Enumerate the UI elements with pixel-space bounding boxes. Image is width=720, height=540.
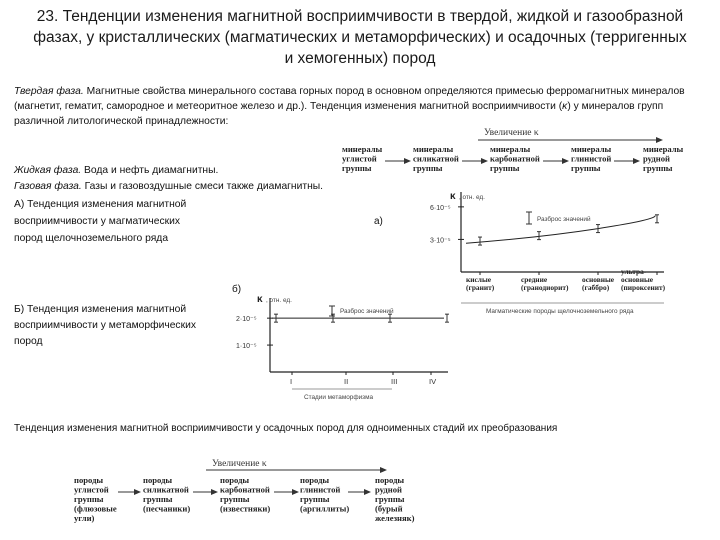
kappa-symbol: κ <box>562 101 568 112</box>
page-title: 23. Тенденции изменения магнитной восприимчивости в твердой, жидкой и газообразной фазах, у кристаллических (магматических и метаморфических) и осадочных (терригенных и хемогенных) пород <box>33 8 687 67</box>
gas-phase-label: Газовая фаза. <box>14 181 82 192</box>
chart-a-y-label: , отн. ед. <box>459 194 485 201</box>
chart-b-category-3: III <box>391 377 398 386</box>
chart-b-legend-label: Разброс значений <box>340 308 394 315</box>
chart-a-category-2-line-1: средние <box>521 275 548 284</box>
solid-phase-text-end: ) у минералов групп различной литологической принадлежности: <box>14 101 664 127</box>
gas-phase-text: Газы и газовоздушные смеси также диамагнитны. <box>81 181 324 192</box>
liquid-phase-text: Вода и нефть диамагнитны. <box>81 165 219 176</box>
top-chain-box-3-line-3: группы <box>490 163 520 173</box>
chart-a <box>430 191 666 315</box>
top-chain-box-3-line-1: минералы <box>490 144 531 154</box>
bottom-chain-box-3-line-1: породы <box>220 475 250 485</box>
top-chain-box-5-line-1: минералы <box>643 144 684 154</box>
top-chain-box-3-line-2: карбонатной <box>490 153 540 164</box>
bottom-chain-box-5-line-3: группы <box>375 494 405 504</box>
chart-a-ytick-1: 6·10⁻⁵ <box>430 204 451 212</box>
liquid-phase-label: Жидкая фаза. <box>14 165 82 176</box>
bottom-chain-box-5-line-5: железняк) <box>375 513 415 523</box>
top-chain-box-4-line-3: группы <box>571 163 601 173</box>
bottom-chain-box-2-line-2: силикатной <box>143 484 189 495</box>
chart-a-xlabel: Магматические породы щелочноземельного ряда <box>486 308 634 315</box>
bottom-chain-boxes <box>74 475 415 523</box>
bottom-chain-box-1-line-5: угли) <box>74 513 95 523</box>
section-a-marker: а) <box>374 216 383 227</box>
section-b-line1: Б) Тенденция изменения магнитной <box>14 304 187 315</box>
chart-b-xlabel: Стадии метаморфизма <box>304 394 374 401</box>
chart-b <box>236 294 449 401</box>
top-chain-box-1-line-3: группы <box>342 163 372 173</box>
chart-a-category-3-line-1: основные <box>582 275 615 284</box>
chart-a-category-2-line-2: (гранодиорит) <box>521 283 569 292</box>
top-chain-box-2-line-1: минералы <box>413 144 454 154</box>
chart-a-ytick-2: 3·10⁻⁵ <box>430 237 451 245</box>
bottom-chain-box-4-line-1: породы <box>300 475 330 485</box>
chart-a-category-3-line-2: (габбро) <box>582 283 610 292</box>
chart-a-category-4-line-3: (пироксенит) <box>621 283 666 292</box>
chart-a-category-1-line-2: (гранит) <box>466 283 495 292</box>
bottom-chain-box-1-line-2: углистой <box>74 484 109 495</box>
bottom-chain-box-2-line-1: породы <box>143 475 173 485</box>
bottom-chain <box>74 459 415 523</box>
chart-a-category-4-line-1: ультра- <box>621 267 647 276</box>
bottom-chain-box-3-line-4: (известняки) <box>220 503 271 514</box>
bottom-chain-box-2-line-3: группы <box>143 494 173 504</box>
top-chain-box-1-line-1: минералы <box>342 144 383 154</box>
bottom-chain-increase-label: Увеличение κ <box>212 459 267 469</box>
chart-b-y-label: , отн. ед. <box>266 297 292 304</box>
bottom-chain-box-4-line-2: глинистой <box>300 484 341 495</box>
bottom-chain-box-3-line-3: группы <box>220 494 250 504</box>
bottom-chain-box-1-line-1: породы <box>74 475 104 485</box>
solid-phase-label: Твердая фаза. <box>14 86 84 97</box>
chart-b-category-1: I <box>290 377 293 386</box>
chart-b-y-symbol: κ <box>257 294 263 305</box>
top-chain-box-2-line-3: группы <box>413 163 443 173</box>
section-b-line2: восприимчивости у метаморфических <box>14 320 196 331</box>
chart-a-category-4-line-2: основные <box>621 275 654 284</box>
bottom-chain-box-4-line-4: (аргиллиты) <box>300 503 350 514</box>
chart-a-category-1-line-1: кислые <box>466 275 491 284</box>
bottom-chain-box-4-line-3: группы <box>300 494 330 504</box>
top-chain-box-5-line-2: рудной <box>643 153 670 164</box>
chart-b-category-4: IV <box>429 377 437 386</box>
bottom-chain-box-3-line-2: карбонатной <box>220 484 270 495</box>
bottom-chain-box-5-line-4: (бурый <box>375 503 403 514</box>
top-chain-boxes <box>342 144 684 173</box>
chart-a-legend-label: Разброс значений <box>537 216 591 223</box>
section-b-marker: б) <box>232 284 242 295</box>
bottom-chain-box-5-line-2: рудной <box>375 484 402 495</box>
top-chain-box-1-line-2: углистой <box>342 153 377 164</box>
bottom-chain-box-1-line-4: (флюзовые <box>74 503 117 514</box>
sedimentary-caption: Тенденция изменения магнитной восприимчивости у осадочных пород для одноименных стадий их преобразования <box>14 423 558 434</box>
chart-b-category-2: II <box>344 377 349 386</box>
top-chain-box-5-line-3: группы <box>643 163 673 173</box>
section-b-line3: пород <box>14 336 43 347</box>
bottom-chain-box-2-line-4: (песчаники) <box>143 503 191 514</box>
bottom-chain-box-1-line-3: группы <box>74 494 104 504</box>
solid-phase-text: Магнитные свойства минерального состава горных пород в основном определяются примесью ферромагнитных минералов (магнетит, гематит, самородное и метеоритное железо и др.). Тенденция изменения магнитной восприимчивости ( <box>14 86 685 112</box>
section-a-line3: пород щелочноземельного ряда <box>14 233 169 244</box>
chart-b-ytick-1: 2·10⁻⁵ <box>236 316 257 324</box>
top-chain-increase-label: Увеличение κ <box>484 128 539 138</box>
section-a-line2: восприимчивости у магматических <box>14 216 181 227</box>
top-chain-box-4-line-2: глинистой <box>571 153 612 164</box>
bottom-chain-box-5-line-1: породы <box>375 475 405 485</box>
top-chain <box>342 128 684 173</box>
chart-a-y-symbol: κ <box>450 191 456 202</box>
top-chain-box-2-line-2: силикатной <box>413 153 459 164</box>
top-chain-box-4-line-1: минералы <box>571 144 612 154</box>
chart-b-ytick-2: 1·10⁻⁵ <box>236 343 257 351</box>
section-a-line1: А) Тенденция изменения магнитной <box>14 199 187 210</box>
